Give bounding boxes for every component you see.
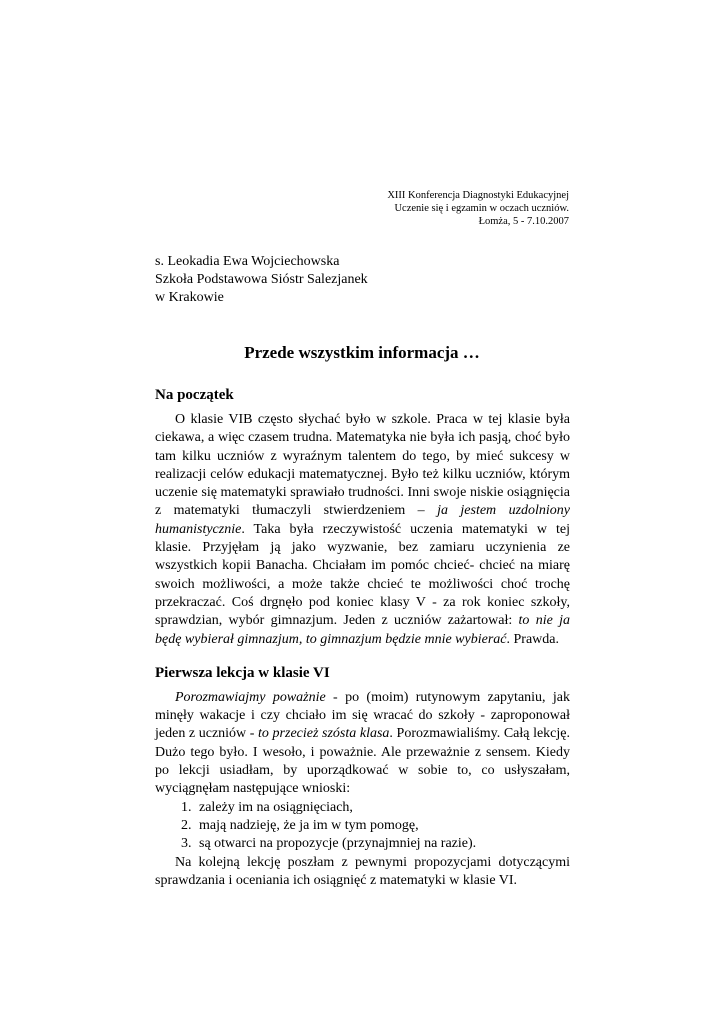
conclusions-list	[155, 799, 570, 854]
author-name: s. Leokadia Ewa Wojciechowska	[155, 254, 340, 269]
author-city: w Krakowie	[155, 290, 224, 305]
section-beginning-paragraph: O klasie VIB często słychać było w szkole. Praca w tej klasie była ciekawa, a więc czasem trudna. Matematyka nie była ich pasją, choć było tam kilku uczniów z wyraźnym talentem do tego, by mieć sukcesy w realizacji celów edukacji matematycznej. Było też kilku uczniów, którym uczenie się matematyki sprawiało trudności. Inni swoje niskie osiągnięcia z matematyki tłumaczyli stwierdzeniem – ja jestem uzdolniony humanistycznie. Taka była rzeczywistość uczenia matematyki w tej klasie. Przyjęłam ją jako wyzwanie, bez zamiaru uczynienia ze wszystkich kopii Banacha. Chciałam im pomóc chcieć- chcieć na miarę swoich możliwości, a może także chcieć te możliwości choć trochę przekraczać. Coś drgnęło pod koniec klasy V - za rok koniec szkoły, sprawdzian, wybór gimnazjum. Jeden z uczniów zażartował: to nie ja będę wybierał gimnazjum, to gimnazjum będzie mnie wybierać. Prawda.	[155, 412, 571, 647]
author-block	[155, 253, 368, 307]
section-first-lesson-paragraph: Porozmawiajmy poważnie - po (moim) rutynowym zapytaniu, jak minęły wakacje i czy chciało im się wracać do szkoły - zaproponował jeden z uczniów - to przecież szósta klasa. Porozmawialiśmy. Całą lekcję. Dużo tego było. I wesoło, i poważnie. Ale przeważnie z sensem. Kiedy po lekcji usiadłam, by uporządkować w sobie to, co usłyszałam, wyciągnęłam następujące wnioski:	[155, 689, 570, 797]
list-item: 1. zależy im na osiągnięciach,	[195, 799, 570, 817]
list-item: 3. są otwarci na propozycje (przynajmniej na razie).	[195, 835, 570, 853]
section-heading-first-lesson: Pierwsza lekcja w klasie VI	[155, 664, 330, 681]
conference-title: XIII Konferencja Diagnostyki Edukacyjnej	[387, 190, 569, 201]
list-item: 2. mają nadzieję, że ja im w tym pomogę,	[195, 817, 570, 835]
document-title: Przede wszystkim informacja …	[244, 343, 480, 362]
author-school: Szkoła Podstawowa Sióstr Salezjanek	[155, 272, 368, 287]
conference-date: Łomża, 5 - 7.10.2007	[478, 216, 569, 227]
document-body	[155, 385, 570, 890]
section-first-lesson-closing: Na kolejną lekcję poszłam z pewnymi propozycjami dotyczącymi sprawdzania i oceniania ich osiągnięć z matematyki w klasie VI.	[155, 854, 570, 888]
section-heading-beginning: Na początek	[155, 387, 234, 403]
conference-header	[387, 189, 569, 228]
conference-subtitle: Uczenie się i egzamin w oczach uczniów.	[394, 203, 569, 214]
